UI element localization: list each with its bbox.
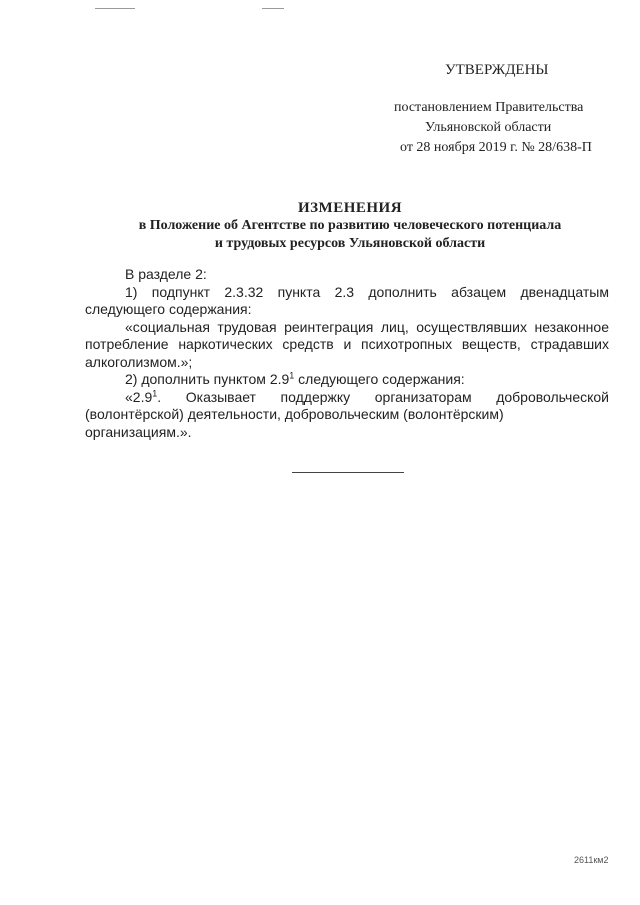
document-body	[85, 266, 609, 441]
quote-1-line-2: потребление наркотических средств и психотропных веществ, страдавших	[85, 336, 609, 352]
scan-artifact	[262, 8, 284, 9]
title-main: ИЗМЕНЕНИЯ	[297, 200, 403, 216]
document-title	[90, 199, 610, 253]
item-2-superscript: 1	[289, 370, 295, 381]
page-code: 2611км2	[574, 855, 609, 865]
quote-2-rest: . Оказывает поддержку организаторам добровольческой	[157, 388, 609, 405]
approved-heading: УТВЕРЖДЕНЫ	[445, 62, 549, 78]
closing-rule	[292, 472, 404, 473]
quote-2-line-1	[85, 389, 609, 407]
item-2-prefix: 2) дополнить пунктом 2.9	[125, 371, 290, 387]
decree-line-2: Ульяновской области	[425, 120, 552, 135]
decree-line-1: постановлением Правительства	[394, 100, 584, 115]
item-2-suffix: следующего содержания:	[294, 371, 465, 387]
decree-line-3: от 28 ноября 2019 г. № 28/638-П	[400, 140, 592, 155]
item-1-line-2: следующего содержания:	[85, 301, 252, 317]
scan-artifact	[95, 8, 135, 9]
quote-1-line-1: «социальная трудовая реинтеграция лиц, осуществлявших незаконное	[125, 318, 609, 335]
quote-1-line-3: алкоголизмом.»;	[85, 353, 193, 370]
item-1-line-1: 1) подпункт 2.3.32 пункта 2.3 дополнить абзацем двенадцатым	[125, 283, 609, 300]
title-line-2: и трудовых ресурсов Ульяновской области	[214, 236, 486, 251]
decree-reference	[380, 98, 630, 158]
section-intro: В разделе 2:	[125, 266, 207, 282]
title-line-1: в Положение об Агентстве по развитию человеческого потенциала	[138, 218, 562, 233]
quote-2-prefix: «2.9	[125, 388, 153, 405]
quote-2-line-2: (волонтёрской) деятельности, добровольческим (волонтёрским) организациям.».	[85, 406, 504, 440]
item-2	[85, 371, 609, 389]
quote-2-superscript: 1	[152, 387, 158, 398]
